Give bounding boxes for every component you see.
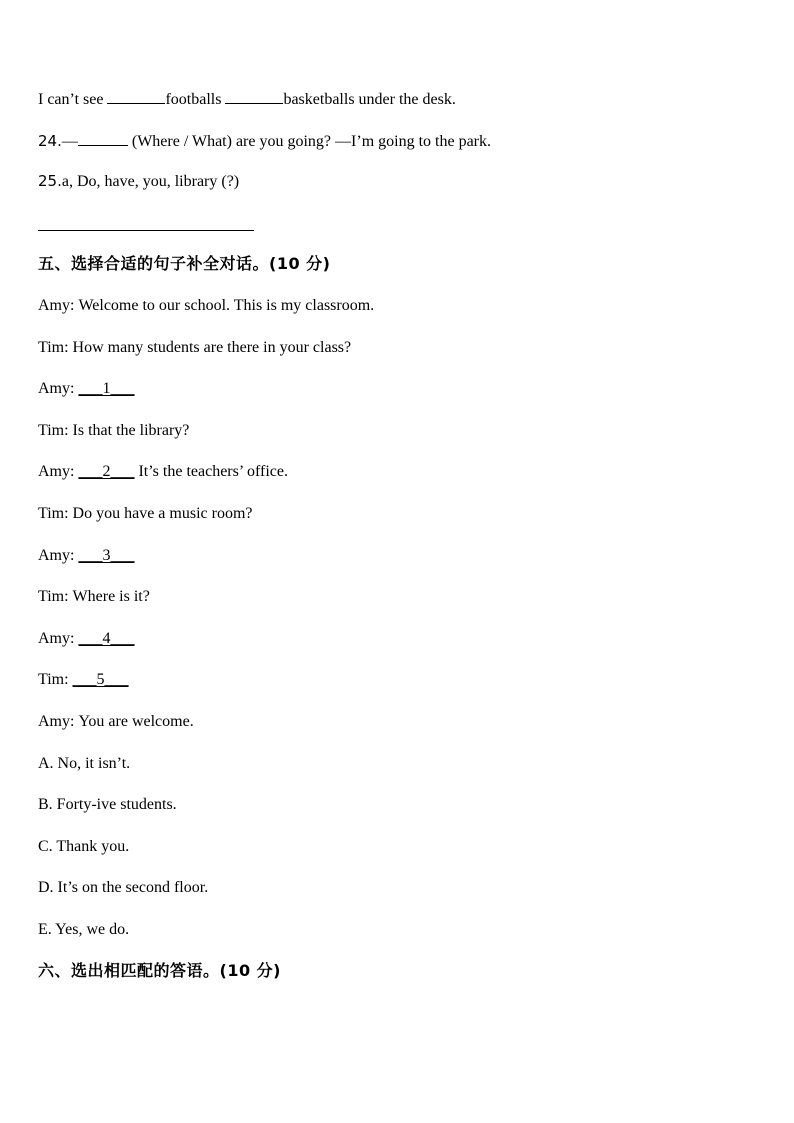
dialogue-line-10: [38, 670, 129, 690]
q24-dash-2: —: [335, 133, 352, 150]
dialogue-line-6: [38, 504, 253, 524]
speaker: Amy:: [38, 463, 75, 480]
dialogue-line-9: [38, 629, 134, 649]
dialogue-line-4: [38, 421, 189, 441]
question-23: [38, 88, 456, 110]
option-b: B. Forty-ive students.: [38, 796, 177, 813]
speaker: Amy:: [38, 630, 75, 647]
q25-text: a, Do, have, you, library (?): [61, 173, 240, 190]
speaker: Amy:: [38, 547, 75, 564]
option-c: C. Thank you.: [38, 838, 130, 855]
dialogue-text: Where is it?: [72, 588, 150, 605]
dialogue-blank-3[interactable]: ___3___: [78, 547, 135, 564]
speaker: Amy:: [38, 297, 75, 314]
dialogue-blank-2[interactable]: ___2___: [78, 463, 135, 480]
q23-after: basketballs under the desk.: [283, 91, 456, 108]
option-a: A. No, it isn’t.: [38, 755, 131, 772]
dialogue-line-7: [38, 546, 134, 566]
q23-blank-2[interactable]: [225, 88, 283, 104]
speaker: Tim:: [38, 339, 69, 356]
dialogue-line-2: [38, 338, 351, 358]
q24-dash-1: —: [61, 133, 78, 150]
q24-number: 24.: [38, 132, 62, 150]
q23-blank-1[interactable]: [107, 88, 165, 104]
q23-before: I can’t see: [38, 91, 108, 108]
speaker: Tim:: [38, 588, 69, 605]
dialogue-text: Welcome to our school. This is my classroom.: [78, 297, 375, 314]
q24-text: (Where / What) are you going?: [127, 133, 336, 150]
dialogue-line-5: [38, 462, 288, 482]
dialogue-text: It’s the teachers’ office.: [138, 463, 289, 480]
question-25: [38, 171, 239, 192]
option-e: E. Yes, we do.: [38, 921, 130, 938]
dialogue-line-8: [38, 587, 150, 607]
dialogue-text: You are welcome.: [78, 713, 194, 730]
dialogue-text: Do you have a music room?: [72, 505, 253, 522]
question-24: [38, 130, 491, 152]
dialogue-text: How many students are there in your class?: [72, 339, 352, 356]
option-d: D. It’s on the second floor.: [38, 879, 209, 896]
q24-blank[interactable]: [78, 130, 128, 146]
dialogue-blank-5[interactable]: ___5___: [72, 671, 129, 688]
section-6-title: 六、选出相匹配的答语。(10 分): [38, 961, 281, 980]
dialogue-line-3: [38, 379, 134, 399]
q23-mid: footballs: [165, 91, 226, 108]
speaker: Tim:: [38, 671, 69, 688]
speaker: Amy:: [38, 713, 75, 730]
dialogue-blank-4[interactable]: ___4___: [78, 630, 135, 647]
q25-answer-line[interactable]: [38, 230, 254, 231]
section-5-title: 五、选择合适的句子补全对话。(10 分): [38, 254, 331, 273]
q24-answer: I’m going to the park.: [351, 133, 491, 150]
dialogue-line-11: [38, 712, 194, 732]
dialogue-text: Is that the library?: [72, 422, 190, 439]
dialogue-line-1: [38, 296, 374, 316]
speaker: Amy:: [38, 380, 75, 397]
dialogue-blank-1[interactable]: ___1___: [78, 380, 135, 397]
q25-number: 25.: [38, 172, 62, 190]
speaker: Tim:: [38, 422, 69, 439]
speaker: Tim:: [38, 505, 69, 522]
